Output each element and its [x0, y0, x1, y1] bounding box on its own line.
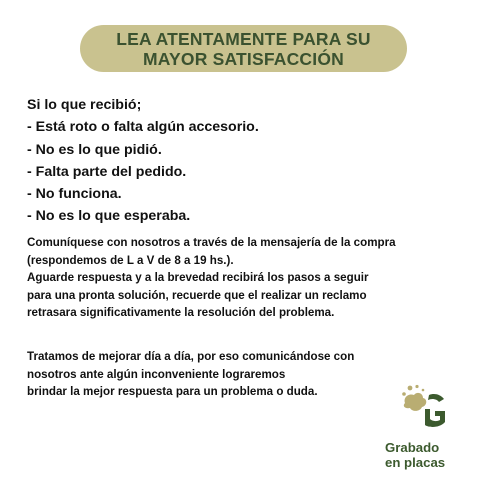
- paragraph-line: Tratamos de mejorar día a día, por eso comunicándose con: [27, 350, 355, 363]
- logo-wordmark: [385, 440, 445, 470]
- title-banner: [80, 25, 407, 72]
- brand-logo: [382, 384, 477, 484]
- logo-line-2: en placas: [385, 455, 446, 470]
- list-item: - Está roto o falta algún accesorio.: [27, 119, 259, 136]
- title-line-1: LEA ATENTAMENTE PARA SU: [116, 28, 371, 49]
- paragraph-line: Aguarde respuesta y a la brevedad recibirá los pasos a seguir: [27, 271, 369, 284]
- issue-list: [27, 94, 259, 228]
- paragraph-line: nosotros ante algún inconveniente lograremos: [27, 367, 286, 381]
- paragraph-line: retrasara significativamente la resolución del problema.: [27, 306, 335, 319]
- contact-paragraph: [27, 234, 396, 322]
- issue-list-heading: Si lo que recibió;: [27, 97, 142, 113]
- paragraph-line: Comuníquese con nosotros a través de la mensajería de la compra: [27, 236, 396, 249]
- logo-line-1: Grabado: [385, 440, 440, 455]
- paragraph-line: (respondemos de L a V de 8 a 19 hs.).: [27, 253, 234, 267]
- closing-paragraph: [27, 348, 354, 401]
- title-line-2: MAYOR SATISFACCIÓN: [143, 48, 344, 69]
- list-item: - No es lo que pidió.: [27, 141, 162, 158]
- paragraph-line: brindar la mejor respuesta para un problema o duda.: [27, 385, 318, 398]
- list-item: - No es lo que esperaba.: [27, 208, 191, 225]
- list-item: - Falta parte del pedido.: [27, 163, 187, 180]
- g-splash-logo-icon: [398, 384, 448, 429]
- list-item: - No funciona.: [27, 186, 122, 203]
- paragraph-line: para una pronta solución, recuerde que el realizar un reclamo: [27, 288, 367, 302]
